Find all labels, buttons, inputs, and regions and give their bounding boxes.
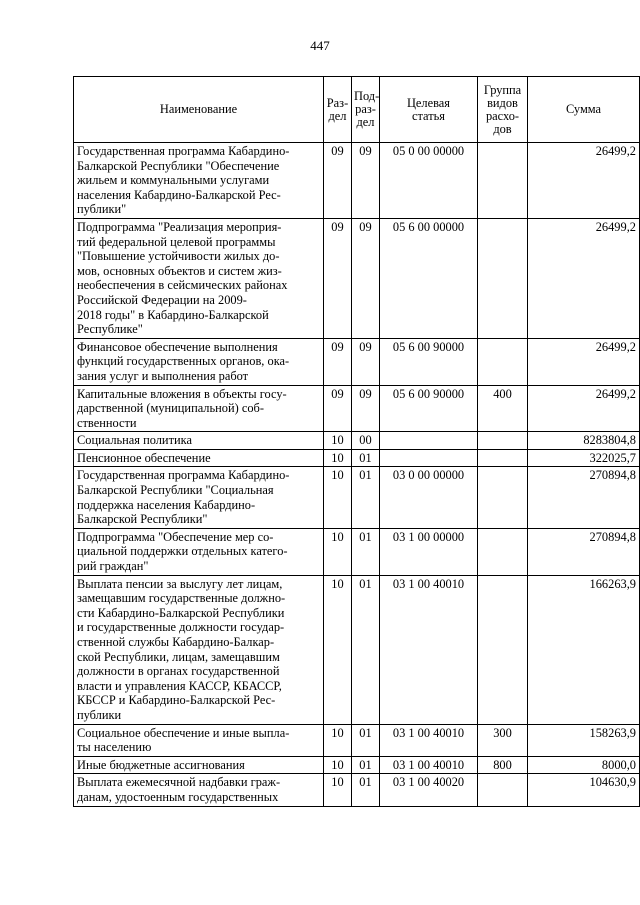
table-row — [74, 338, 640, 385]
row-podrazdel: 01 — [352, 724, 380, 756]
row-name-line: 2018 годы" в Кабардино-Балкарской — [77, 307, 269, 322]
row-summa: 104630,9 — [528, 774, 640, 806]
row-gruppa — [478, 338, 528, 385]
row-podrazdel: 01 — [352, 575, 380, 724]
row-gruppa — [478, 774, 528, 806]
row-name-line: КБССР и Кабардино-Балкарской Рес- — [77, 693, 276, 708]
header-line: дел — [356, 115, 375, 129]
row-name-line: Балкарской Республики "Социальная — [77, 483, 274, 498]
row-razdel: 10 — [324, 449, 352, 467]
table-row — [74, 575, 640, 724]
row-podrazdel: 09 — [352, 218, 380, 338]
header-razdel — [324, 77, 352, 143]
row-name-line: Подпрограмма "Обеспечение мер со- — [77, 529, 274, 544]
row-summa: 322025,7 — [528, 449, 640, 467]
row-celevaya: 03 1 00 00000 — [380, 528, 478, 575]
row-name-line: Иные бюджетные ассигнования — [77, 757, 245, 772]
row-razdel: 10 — [324, 432, 352, 450]
row-name-line: "Повышение устойчивости жилых до- — [77, 249, 280, 264]
row-name — [74, 338, 324, 385]
row-name-line: ственной службы Кабардино-Балкар- — [77, 635, 275, 649]
row-razdel: 10 — [324, 467, 352, 528]
table-row — [74, 385, 640, 432]
row-podrazdel: 09 — [352, 143, 380, 219]
row-celevaya: 05 0 00 00000 — [380, 143, 478, 219]
row-razdel: 10 — [324, 575, 352, 724]
row-name-line: циальной поддержки отдельных катего- — [77, 544, 288, 559]
table-row — [74, 449, 640, 467]
row-celevaya: 03 1 00 40020 — [380, 774, 478, 806]
row-name-line: данам, удостоенным государственных — [77, 789, 279, 804]
header-line: расхо- — [485, 108, 520, 123]
row-celevaya: 03 1 00 40010 — [380, 575, 478, 724]
table-header — [74, 77, 640, 143]
row-name-line: власти и управления КАССР, КБАССР, — [77, 678, 282, 693]
row-name — [74, 467, 324, 528]
row-name-line: функций государственных органов, ока- — [77, 354, 290, 369]
row-summa: 270894,8 — [528, 467, 640, 528]
row-name — [74, 774, 324, 806]
row-celevaya: 05 6 00 00000 — [380, 218, 478, 338]
row-name-line: Пенсионное обеспечение — [77, 450, 211, 465]
row-summa: 8000,0 — [528, 756, 640, 774]
row-razdel: 09 — [324, 385, 352, 432]
row-razdel: 10 — [324, 756, 352, 774]
row-gruppa — [478, 432, 528, 450]
row-name-line: должности в органах государственной — [77, 664, 280, 679]
row-name — [74, 143, 324, 219]
row-name-line: населения Кабардино-Балкарской Рес- — [77, 187, 281, 202]
row-gruppa — [478, 528, 528, 575]
table-row — [74, 143, 640, 219]
header-name: Наименование — [74, 77, 324, 143]
row-razdel: 10 — [324, 724, 352, 756]
row-name-line: Балкарской Республики "Обеспечение — [77, 158, 280, 173]
row-name — [74, 218, 324, 338]
row-name — [74, 528, 324, 575]
row-name-line: жильем и коммунальными услугами — [77, 173, 270, 188]
row-name-line: рий граждан" — [77, 559, 149, 574]
page-number: 447 — [310, 38, 330, 53]
row-razdel: 09 — [324, 218, 352, 338]
row-name-line: замещавшим государственные должно- — [77, 591, 286, 606]
row-name-line: сти Кабардино-Балкарской Республики — [77, 605, 285, 620]
table-row — [74, 756, 640, 774]
table-row — [74, 528, 640, 575]
row-name-line: тий федеральной целевой программы — [77, 234, 276, 249]
row-name-line: публики" — [77, 202, 127, 217]
header-summa: Сумма — [528, 77, 640, 143]
header-line: Целевая — [406, 95, 451, 110]
row-name-line: Государственная программа Кабардино- — [77, 144, 290, 158]
header-line: Под- — [354, 89, 380, 103]
row-celevaya — [380, 432, 478, 450]
row-gruppa — [478, 449, 528, 467]
row-name-line: дарственной (муниципальной) соб- — [77, 401, 264, 416]
row-name-line: ственности — [77, 415, 137, 430]
row-podrazdel: 00 — [352, 432, 380, 450]
row-celevaya: 03 1 00 40010 — [380, 756, 478, 774]
row-summa: 26499,2 — [528, 218, 640, 338]
row-celevaya: 05 6 00 90000 — [380, 385, 478, 432]
row-podrazdel: 01 — [352, 756, 380, 774]
row-razdel: 09 — [324, 143, 352, 219]
row-name-line: и государственные должности государ- — [77, 620, 285, 635]
row-razdel: 10 — [324, 774, 352, 806]
header-line: дел — [328, 108, 347, 123]
row-name-line: ской Республики, лицам, замещавшим — [77, 649, 280, 664]
row-podrazdel: 09 — [352, 385, 380, 432]
row-gruppa — [478, 143, 528, 219]
header-celevaya — [380, 77, 478, 143]
row-gruppa — [478, 218, 528, 338]
header-line: видов — [487, 95, 518, 110]
table-row — [74, 218, 640, 338]
row-celevaya: 03 0 00 00000 — [380, 467, 478, 528]
header-line: статья — [411, 108, 445, 123]
header-line: Группа — [483, 82, 522, 97]
row-summa: 8283804,8 — [528, 432, 640, 450]
header-podrazdel — [352, 77, 380, 143]
row-summa: 270894,8 — [528, 528, 640, 575]
row-name-line: Капитальные вложения в объекты госу- — [77, 386, 287, 401]
row-name-line: поддержка населения Кабардино- — [77, 497, 256, 512]
row-name-line: Финансовое обеспечение выполнения — [77, 339, 278, 354]
row-name-line: Социальная политика — [77, 433, 192, 448]
table-row — [74, 432, 640, 450]
row-name — [74, 756, 324, 774]
budget-table — [73, 76, 640, 807]
row-name-line: Российской Федерации на 2009- — [77, 292, 247, 307]
row-summa: 26499,2 — [528, 143, 640, 219]
row-summa: 158263,9 — [528, 724, 640, 756]
row-podrazdel: 01 — [352, 467, 380, 528]
row-razdel: 09 — [324, 338, 352, 385]
row-name-line: ты населению — [77, 740, 152, 755]
row-name-line: Республике" — [77, 322, 143, 337]
row-summa: 26499,2 — [528, 385, 640, 432]
row-gruppa — [478, 575, 528, 724]
row-name-line: Социальное обеспечение и иные выпла- — [77, 725, 290, 740]
table-row — [74, 724, 640, 756]
row-name — [74, 385, 324, 432]
row-celevaya — [380, 449, 478, 467]
header-line: Раз- — [326, 95, 349, 110]
row-name-line: мов, основных объектов и систем жиз- — [77, 263, 282, 278]
row-name — [74, 724, 324, 756]
row-name — [74, 575, 324, 724]
header-gruppa — [478, 77, 528, 143]
row-name-line: Подпрограмма "Реализация мероприя- — [77, 219, 282, 234]
row-celevaya: 03 1 00 40010 — [380, 724, 478, 756]
row-gruppa: 800 — [478, 756, 528, 774]
table-body — [74, 143, 640, 807]
header-line: дов — [493, 121, 512, 136]
row-summa: 166263,9 — [528, 575, 640, 724]
row-podrazdel: 01 — [352, 774, 380, 806]
row-podrazdel: 01 — [352, 528, 380, 575]
row-gruppa — [478, 467, 528, 528]
row-gruppa: 300 — [478, 724, 528, 756]
row-name — [74, 449, 324, 467]
row-name — [74, 432, 324, 450]
table-row — [74, 467, 640, 528]
row-name-line: Выплата ежемесячной надбавки граж- — [77, 775, 281, 790]
row-name-line: Государственная программа Кабардино- — [77, 468, 290, 483]
table-row — [74, 774, 640, 806]
row-name-line: зания услуг и выполнения работ — [77, 368, 249, 383]
row-name-line: Балкарской Республики" — [77, 512, 208, 527]
row-podrazdel: 01 — [352, 449, 380, 467]
row-celevaya: 05 6 00 90000 — [380, 338, 478, 385]
row-razdel: 10 — [324, 528, 352, 575]
row-name-line: необеспечения в сейсмических районах — [77, 278, 288, 293]
row-summa: 26499,2 — [528, 338, 640, 385]
row-name-line: публики — [77, 707, 122, 722]
header-line: раз- — [355, 102, 376, 116]
row-podrazdel: 09 — [352, 338, 380, 385]
row-name-line: Выплата пенсии за выслугу лет лицам, — [77, 576, 283, 591]
row-gruppa: 400 — [478, 385, 528, 432]
